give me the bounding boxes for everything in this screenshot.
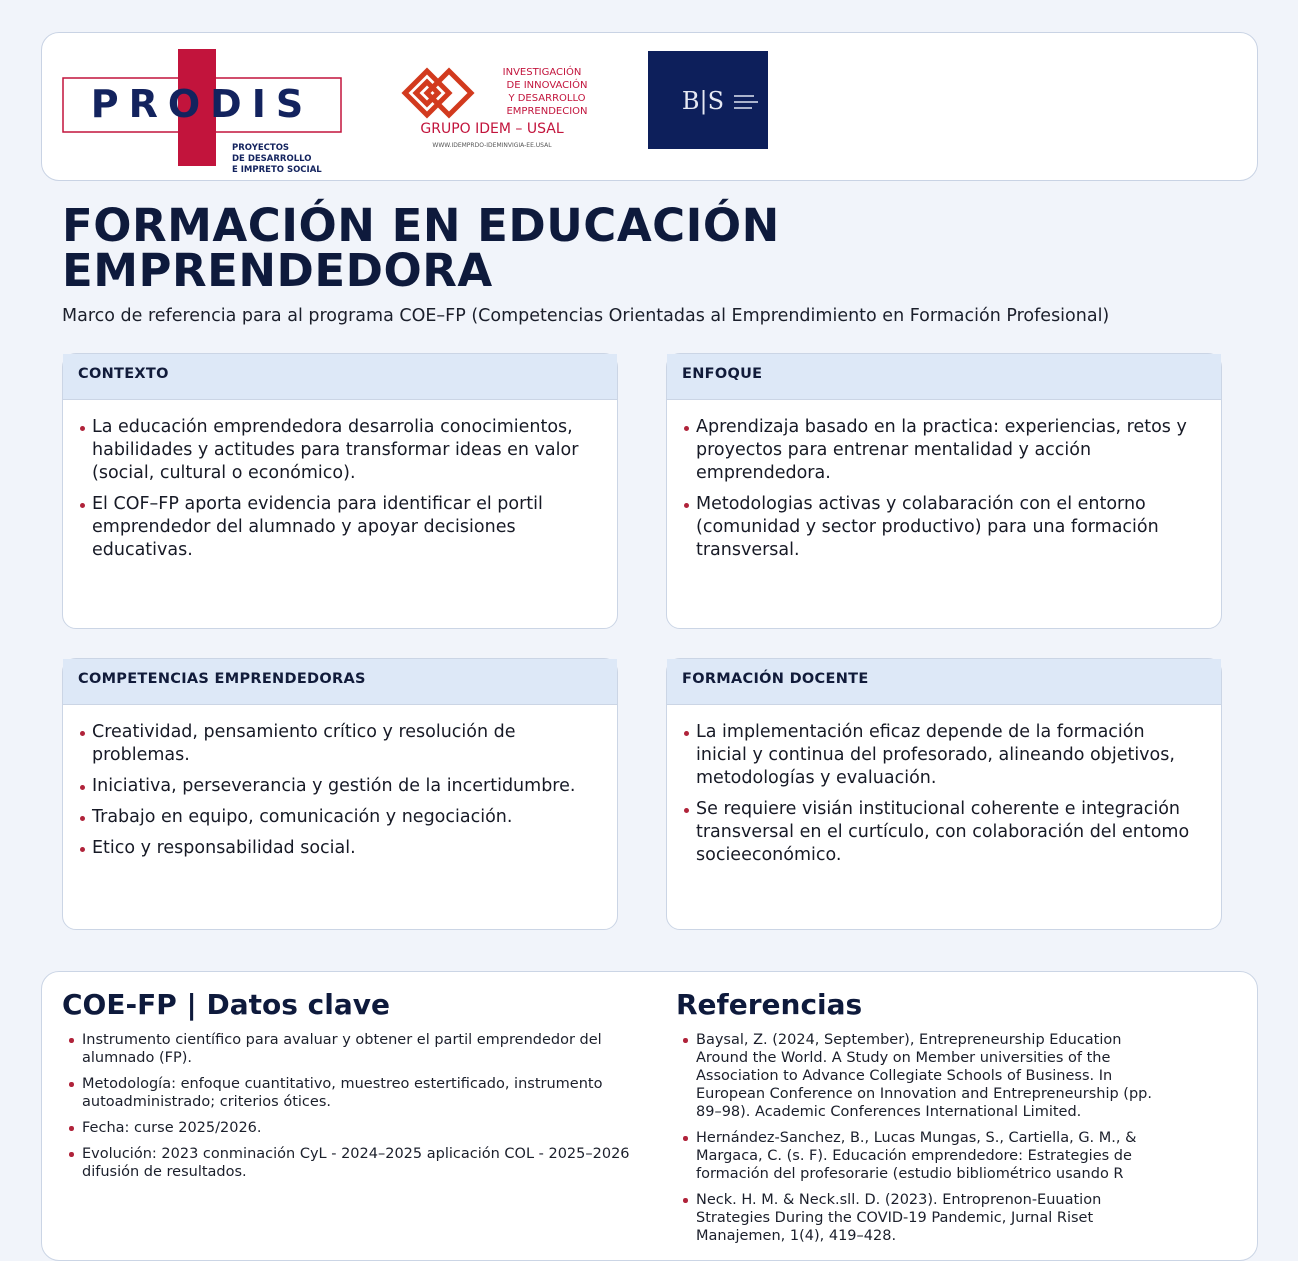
svg-text:DE INNOVACIÓN: DE INNOVACIÓN: [506, 80, 588, 91]
list-item: Metodología: enfoque cuantitativo, muestreo estertificado, instrumento autoadministrado; criterios ótices.: [62, 1075, 642, 1111]
svg-text:GRUPO IDEM – USAL: GRUPO IDEM – USAL: [420, 121, 564, 137]
card-formacion-docente: [666, 658, 1222, 930]
list-item: Fecha: curse 2025/2026.: [62, 1119, 642, 1137]
referencias-list: [676, 1031, 1156, 1253]
datos-clave-title: COE-FP | Datos clave: [62, 988, 390, 1021]
card-heading: ENFOQUE: [667, 354, 1221, 400]
card-heading: COMPETENCIAS EMPRENDEDORAS: [63, 659, 617, 705]
list-item: La educación emprendedora desarrolia conocimientos, habilidades y actitudes para transformar ideas en valor (social, cultural o económico).: [92, 416, 597, 485]
svg-text:WWW.IDEMPRDO-IDEMINVIGIA-EE.US: WWW.IDEMPRDO-IDEMINVIGIA-EE.USAL: [432, 142, 552, 149]
list-item: Baysal, Z. (2024, September), Entrepreneurship Education Around the World. A Study on Member universities of the Association to Advance Collegiate Schools of Business. In European Conference on Innovation and Entrepreneurship (pp. 89–98). Academic Conferences International Limited.: [676, 1031, 1156, 1121]
referencias-title: Referencias: [676, 988, 863, 1021]
subtitle: Marco de referencia para al programa COE–FP (Competencias Orientadas al Emprendimiento en Formación Profesional): [62, 306, 1110, 326]
bottom-panel: [41, 971, 1258, 1261]
svg-text:B|S: B|S: [681, 87, 725, 115]
title-line-1: FORMACIÓN EN EDUCACIÓN: [62, 199, 780, 252]
datos-clave-list: [62, 1031, 642, 1189]
list-item: Creatividad, pensamiento crítico y resolución de problemas.: [92, 721, 597, 767]
card-heading: FORMACIÓN DOCENTE: [667, 659, 1221, 705]
bullet-list: [63, 705, 617, 860]
list-item: Evolución: 2023 conminación CyL - 2024–2025 aplicación COL - 2025–2026 difusión de resultados.: [62, 1145, 642, 1181]
list-item: Metodologias activas y colabaración con el entorno (comunidad y sector productivo) para una formación transversal.: [696, 493, 1201, 562]
list-item: Aprendizaja basado en la practica: experiencias, retos y proyectos para entrenar mentalidad y acción emprendedora.: [696, 416, 1201, 485]
logo-header: [41, 32, 1258, 181]
list-item: Etico y responsabilidad social.: [92, 837, 597, 860]
page-title: [62, 199, 962, 297]
list-item: Instrumento científico para avaluar y obtener el partil emprendedor del alumnado (FP).: [62, 1031, 642, 1067]
bullet-list: [667, 400, 1221, 562]
title-line-2: EMPRENDEDORA: [62, 244, 493, 297]
svg-text:EMPRENDECION: EMPRENDECION: [506, 106, 588, 117]
svg-text:PRODIS: PRODIS: [90, 82, 314, 126]
bullet-list: [63, 400, 617, 562]
list-item: Trabajo en equipo, comunicación y negociación.: [92, 806, 597, 829]
svg-text:E IMPRETO SOCIAL: E IMPRETO SOCIAL: [232, 165, 322, 175]
bullet-list: [667, 705, 1221, 867]
card-contexto: [62, 353, 618, 629]
list-item: El COF–FP aporta evidencia para identificar el portil emprendedor del alumnado y apoyar decisiones educativas.: [92, 493, 597, 562]
list-item: Iniciativa, perseverancia y gestión de la incertidumbre.: [92, 775, 597, 798]
list-item: Hernández-Sanchez, B., Lucas Mungas, S., Cartiella, G. M., & Margaca, C. (s. F). Educación emprendedore: Estrategies de formación del profesorarie (estudio bibliométrico usando R: [676, 1129, 1156, 1183]
svg-text:PROYECTOS: PROYECTOS: [232, 143, 290, 153]
card-enfoque: [666, 353, 1222, 629]
svg-text:Y DESARROLLO: Y DESARROLLO: [508, 93, 586, 104]
list-item: Se requiere visián institucional coherente e integración transversal en el curtículo, con colaboración del entomo socieeconómico.: [696, 798, 1201, 867]
svg-text:DE DESARROLLO: DE DESARROLLO: [232, 154, 312, 164]
bis-logo: [648, 51, 768, 149]
grupo-idem-logo: [397, 63, 587, 153]
card-competencias: [62, 658, 618, 930]
prodis-logo: [62, 48, 352, 175]
svg-text:INVESTIGACIÓN: INVESTIGACIÓN: [502, 67, 582, 78]
list-item: La implementación eficaz depende de la formación inicial y continua del profesorado, alineando objetivos, metodologías y evaluación.: [696, 721, 1201, 790]
list-item: Neck. H. M. & Neck.sll. D. (2023). Entroprenon-Euuation Strategies During the COVID-19 Pandemic, Jurnal Riset Manajemen, 1(4), 419–428.: [676, 1191, 1156, 1245]
card-heading: CONTEXTO: [63, 354, 617, 400]
